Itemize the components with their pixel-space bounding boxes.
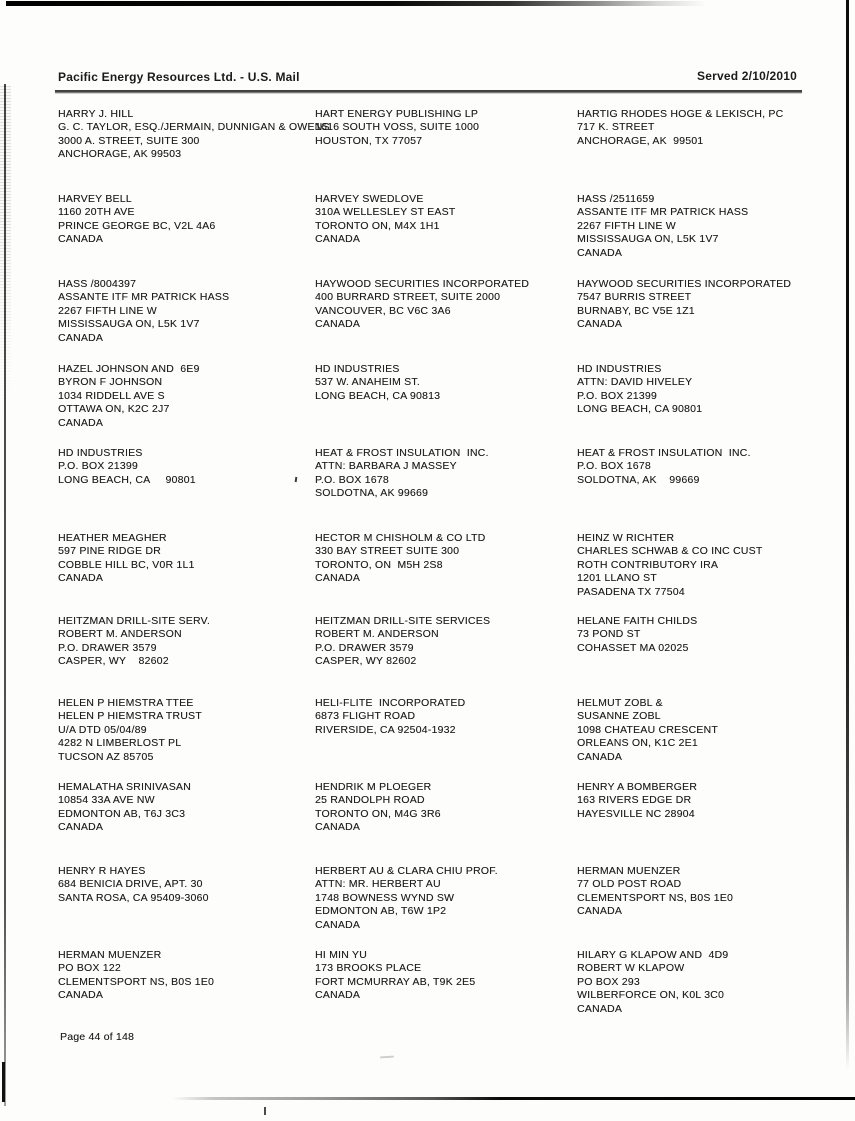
address-block [58, 781, 314, 835]
address-line: HECTOR M CHISHOLM & CO LTD [315, 532, 486, 544]
address-line: 1034 RIDDELL AVE S [58, 389, 165, 402]
address-line: 1616 SOUTH VOSS, SUITE 1000 [315, 121, 480, 134]
left-bottom-scan-mark [2, 1062, 5, 1102]
address-line: HENRY A BOMBERGER [577, 781, 698, 793]
address-line: CANADA [315, 989, 361, 1002]
address-line: CANADA [577, 750, 623, 763]
address-block [577, 278, 833, 332]
address-line: P.O. BOX 1678 [577, 460, 651, 473]
address-line: 1201 LLANO ST [577, 572, 657, 585]
address-block [58, 615, 314, 669]
address-line: PRINCE GEORGE BC, V2L 4A6 [58, 219, 216, 232]
address-line: BURNABY, BC V5E 1Z1 [577, 304, 695, 317]
address-block [577, 949, 833, 1016]
address-block [315, 193, 571, 247]
address-line: P.O. BOX 21399 [577, 389, 657, 402]
address-line: HEAT & FROST INSULATION INC. [577, 447, 751, 459]
address-line: ORLEANS ON, K1C 2E1 [577, 737, 698, 750]
address-line: 77 OLD POST ROAD [577, 878, 682, 891]
address-line: CANADA [577, 1002, 623, 1015]
address-block [58, 949, 314, 1003]
address-line: CASPER, WY 82602 [315, 655, 417, 668]
address-line: HELI-FLITE INCORPORATED [315, 697, 466, 709]
scan-speck [264, 1107, 266, 1115]
address-line: HART ENERGY PUBLISHING LP [315, 108, 479, 120]
address-line: COHASSET MA 02025 [577, 641, 689, 654]
address-line: CLEMENTSPORT NS, B0S 1E0 [577, 891, 734, 904]
address-line: 537 W. ANAHEIM ST. [315, 376, 420, 389]
address-block [577, 532, 833, 599]
bottom-rule [172, 1097, 855, 1100]
address-block [577, 865, 833, 919]
page-number-label: Page 44 of 148 [60, 1031, 135, 1043]
address-block [58, 278, 314, 345]
address-line: PO BOX 122 [58, 962, 121, 975]
address-line: HEINZ W RICHTER [577, 532, 675, 544]
address-line: VANCOUVER, BC V6C 3A6 [315, 304, 451, 317]
address-line: ATTN: BARBARA J MASSEY [315, 460, 457, 473]
address-line: 3000 A. STREET, SUITE 300 [58, 134, 200, 147]
address-line: 25 RANDOLPH ROAD [315, 794, 425, 807]
address-block [315, 697, 571, 737]
address-line: HAZEL JOHNSON AND 6E9 [58, 363, 200, 375]
address-line: ROBERT M. ANDERSON [315, 628, 439, 641]
top-edge-scan-line [6, 1, 706, 6]
address-line: HERMAN MUENZER [58, 949, 162, 961]
address-line: ROTH CONTRIBUTORY IRA [577, 558, 719, 571]
address-line: 163 RIVERS EDGE DR [577, 794, 692, 807]
address-line: HERMAN MUENZER [577, 865, 681, 877]
address-line: SUSANNE ZOBL [577, 710, 661, 723]
address-block [58, 447, 314, 487]
address-line: HILARY G KLAPOW AND 4D9 [577, 949, 729, 961]
address-line: CANADA [315, 572, 361, 585]
address-line: HD INDUSTRIES [577, 363, 662, 375]
address-line: CLEMENTSPORT NS, B0S 1E0 [58, 975, 215, 988]
address-line: 1748 BOWNESS WYND SW [315, 891, 455, 904]
address-line: ASSANTE ITF MR PATRICK HASS [577, 206, 749, 219]
address-line: P.O. BOX 1678 [315, 473, 389, 486]
address-line: WILBERFORCE ON, K0L 3C0 [577, 989, 725, 1002]
address-line: HEITZMAN DRILL-SITE SERVICES [315, 615, 491, 627]
address-line: 6873 FLIGHT ROAD [315, 710, 416, 723]
address-block [315, 865, 571, 932]
address-line: EDMONTON AB, T6J 3C3 [58, 807, 186, 820]
address-line: HARVEY BELL [58, 193, 132, 205]
address-line: HARVEY SWEDLOVE [315, 193, 424, 205]
address-line: ANCHORAGE, AK 99501 [577, 134, 704, 147]
address-line: TUCSON AZ 85705 [58, 750, 154, 763]
address-line: SANTA ROSA, CA 95409-3060 [58, 891, 209, 904]
address-line: 4282 N LIMBERLOST PL [58, 737, 182, 750]
address-line: P.O. BOX 21399 [58, 460, 138, 473]
address-line: HD INDUSTRIES [315, 363, 400, 375]
left-edge-smudge [0, 86, 11, 406]
address-line: ATTN: MR. HERBERT AU [315, 878, 441, 891]
address-block [315, 949, 571, 1003]
address-block [315, 447, 571, 501]
address-line: HELMUT ZOBL & [577, 697, 663, 709]
address-block [58, 697, 314, 764]
address-line: HELEN P HIEMSTRA TRUST [58, 710, 202, 723]
address-block [315, 532, 571, 586]
address-line: CANADA [58, 572, 104, 585]
address-line: PO BOX 293 [577, 975, 640, 988]
address-line: 2267 FIFTH LINE W [58, 304, 157, 317]
address-line: HENDRIK M PLOEGER [315, 781, 432, 793]
address-block [315, 615, 571, 669]
address-block [58, 865, 314, 905]
address-line: ANCHORAGE, AK 99503 [58, 148, 182, 161]
address-line: EDMONTON AB, T6W 1P2 [315, 905, 447, 918]
address-line: HEAT & FROST INSULATION INC. [315, 447, 489, 459]
address-line: CHARLES SCHWAB & CO INC CUST [577, 545, 763, 558]
address-line: 400 BURRARD STREET, SUITE 2000 [315, 291, 501, 304]
address-line: P.O. DRAWER 3579 [58, 641, 157, 654]
address-block [315, 108, 571, 148]
right-edge-scan-line [846, 0, 849, 1070]
address-line: RIVERSIDE, CA 92504-1932 [315, 723, 456, 736]
address-block [58, 193, 314, 247]
address-line: CANADA [315, 918, 361, 931]
address-line: HENRY R HAYES [58, 865, 146, 877]
address-line: 73 POND ST [577, 628, 641, 641]
address-block [58, 532, 314, 586]
address-line: HOUSTON, TX 77057 [315, 134, 423, 147]
address-line: CANADA [58, 989, 104, 1002]
address-block [58, 363, 314, 430]
address-line: 2267 FIFTH LINE W [577, 219, 676, 232]
address-line: SOLDOTNA, AK 99669 [577, 473, 700, 486]
address-block [577, 193, 833, 260]
address-line: LONG BEACH, CA 90801 [577, 403, 703, 416]
address-line: 173 BROOKS PLACE [315, 962, 422, 975]
address-block [577, 363, 833, 417]
address-line: CANADA [58, 821, 104, 834]
address-block [577, 447, 833, 487]
address-block [577, 108, 833, 148]
address-line: PASADENA TX 77504 [577, 585, 685, 598]
address-line: 717 K. STREET [577, 121, 655, 134]
address-line: HASS /8004397 [58, 278, 137, 290]
address-line: TORONTO ON, M4X 1H1 [315, 219, 440, 232]
address-line: HARTIG RHODES HOGE & LEKISCH, PC [577, 108, 784, 120]
address-line: HEATHER MEAGHER [58, 532, 167, 544]
scan-speck [380, 1056, 394, 1058]
address-line: ROBERT M. ANDERSON [58, 628, 182, 641]
address-line: CANADA [577, 318, 623, 331]
address-line: ASSANTE ITF MR PATRICK HASS [58, 291, 230, 304]
header-rule [55, 90, 802, 93]
address-block [577, 697, 833, 764]
address-line: SOLDOTNA, AK 99669 [315, 487, 429, 500]
address-line: HEMALATHA SRINIVASAN [58, 781, 191, 793]
address-line: HAYWOOD SECURITIES INCORPORATED [577, 278, 792, 290]
address-block [58, 108, 330, 162]
address-line: LONG BEACH, CA 90813 [315, 389, 441, 402]
address-line: ATTN: DAVID HIVELEY [577, 376, 693, 389]
address-line: HERBERT AU & CLARA CHIU PROF. [315, 865, 498, 877]
address-line: CANADA [58, 233, 104, 246]
address-line: OTTAWA ON, K2C 2J7 [58, 403, 170, 416]
address-line: HELEN P HIEMSTRA TTEE [58, 697, 194, 709]
address-line: CANADA [58, 331, 104, 344]
address-line: 597 PINE RIDGE DR [58, 545, 161, 558]
address-block [577, 781, 833, 821]
document-title: Pacific Energy Resources Ltd. - U.S. Mail [58, 70, 300, 84]
address-line: TORONTO ON, M4G 3R6 [315, 807, 441, 820]
address-line: HEITZMAN DRILL-SITE SERV. [58, 615, 210, 627]
address-line: 330 BAY STREET SUITE 300 [315, 545, 460, 558]
address-line: CANADA [58, 416, 104, 429]
address-line: HARRY J. HILL [58, 108, 134, 120]
address-line: U/A DTD 05/04/89 [58, 723, 147, 736]
address-line: CANADA [577, 246, 623, 259]
address-line: HAYESVILLE NC 28904 [577, 807, 695, 820]
address-line: MISSISSAUGA ON, L5K 1V7 [577, 233, 719, 246]
address-line: BYRON F JOHNSON [58, 376, 163, 389]
address-line: 684 BENICIA DRIVE, APT. 30 [58, 878, 203, 891]
address-line: 1098 CHATEAU CRESCENT [577, 723, 718, 736]
address-block [577, 615, 833, 655]
address-line: 310A WELLESLEY ST EAST [315, 206, 456, 219]
address-line: CANADA [315, 233, 361, 246]
address-line: P.O. DRAWER 3579 [315, 641, 414, 654]
address-block [315, 781, 571, 835]
address-line: 1160 20TH AVE [58, 206, 135, 219]
address-line: HASS /2511659 [577, 193, 655, 205]
address-line: G. C. TAYLOR, ESQ./JERMAIN, DUNNIGAN & OWENS [58, 121, 330, 134]
address-line: CANADA [315, 318, 361, 331]
address-line: COBBLE HILL BC, V0R 1L1 [58, 558, 195, 571]
address-line: TORONTO, ON M5H 2S8 [315, 558, 443, 571]
address-line: FORT MCMURRAY AB, T9K 2E5 [315, 975, 476, 988]
address-line: MISSISSAUGA ON, L5K 1V7 [58, 318, 200, 331]
address-line: HI MIN YU [315, 949, 367, 961]
address-block [315, 363, 571, 403]
address-line: HAYWOOD SECURITIES INCORPORATED [315, 278, 530, 290]
address-line: 10854 33A AVE NW [58, 794, 155, 807]
address-line: 7547 BURRIS STREET [577, 291, 692, 304]
address-line: CANADA [577, 905, 623, 918]
address-line: CASPER, WY 82602 [58, 655, 169, 668]
address-block [315, 278, 571, 332]
served-date-label: Served 2/10/2010 [697, 69, 797, 83]
address-line: HD INDUSTRIES [58, 447, 143, 459]
address-line: CANADA [315, 821, 361, 834]
address-line: ROBERT W KLAPOW [577, 962, 685, 975]
address-line: LONG BEACH, CA 90801 [58, 473, 196, 486]
address-line: HELANE FAITH CHILDS [577, 615, 698, 627]
